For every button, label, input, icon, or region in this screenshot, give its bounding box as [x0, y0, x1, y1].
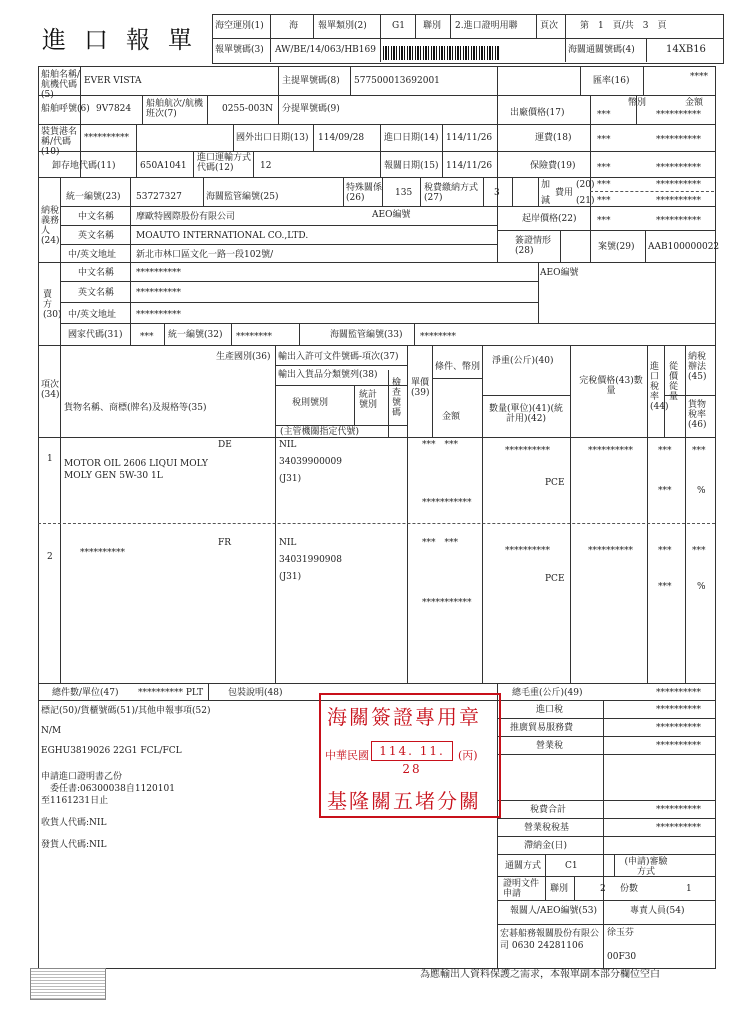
sub-amt: ********** [656, 196, 701, 206]
case-no: AAB100000022 [648, 242, 720, 252]
item-pct: % [697, 582, 706, 592]
total-pkgs: ********** PLT [138, 688, 204, 698]
total-tax-label: 稅費合計 [530, 805, 567, 815]
item-rate1: *** [658, 546, 672, 556]
officer-label: 專責人員(54) [630, 906, 685, 916]
copies: 2 [600, 884, 606, 894]
marks-label: 標記(50)/貨櫃號碼(51)/其他申報事項(52) [41, 706, 211, 716]
clear-label: 通關方式 [505, 861, 542, 871]
business-label: 營業稅 [536, 741, 564, 751]
item-cat: (J31) [279, 474, 302, 484]
item-desc: ********** [80, 548, 125, 558]
officer: 徐玉芬 [607, 928, 635, 938]
special-label: 特殊關係(26) [346, 183, 383, 203]
note-2: 委任書:06300038自1120101 [50, 784, 175, 794]
taxpayer-en-label: 英文名稱 [78, 231, 115, 241]
add-amt: ********** [656, 180, 701, 190]
copy-label: 聯別 [423, 21, 442, 31]
item-tax-code: 34031990908 [279, 555, 342, 565]
excise-header: 貨物稅率(46) [688, 400, 707, 430]
desc-header: 貨物名稱、商標(牌名)及規格等(35) [64, 403, 207, 413]
item-net-weight: ********** [505, 546, 550, 556]
page-number: 第 1 頁/共 3 頁 [580, 21, 667, 31]
taxpayer-cn-name: 摩歐特國際股份有限公司 [136, 212, 236, 222]
case-label: 案號(29) [598, 242, 635, 252]
duty: ********** [656, 705, 701, 715]
unload-label: 卸存地代碼(11) [52, 161, 116, 171]
note-1: 申請進口證明書乙份 [41, 772, 123, 782]
add-label: 加 [541, 180, 551, 190]
item-law: *** [692, 546, 706, 556]
customs-code: 14XB16 [666, 44, 706, 55]
gross-label: 總毛重(公斤)(49) [512, 688, 583, 698]
import-date: 114/11/26 [446, 133, 493, 143]
marks: N/M [41, 726, 62, 736]
vat-label: 營業稅稅基 [524, 823, 570, 833]
promo: ********** [656, 723, 701, 733]
receiver: 收貨人代碼:NIL [41, 818, 107, 828]
cif-cur: *** [597, 216, 611, 226]
taxpayer-cn-label: 中文名稱 [78, 212, 115, 222]
special: 135 [395, 188, 413, 198]
stamp-line-3: 基隆關五堵分關 [327, 789, 481, 813]
trade-type-label: 海空運別(1) [215, 21, 264, 31]
item-no-header: 項次(34) [41, 380, 60, 400]
export-date: 114/09/28 [318, 133, 365, 143]
total-pkgs-label: 總件數/單位(47) [52, 688, 119, 698]
callsign: 9V7824 [96, 104, 132, 114]
item-desc: MOTOR OIL 2606 LIQUI MOLY MOLY GEN 5W-30 1L [64, 459, 208, 481]
sub-no: (21) [576, 196, 595, 206]
seller-uniform-label: 統一編號(32) [168, 330, 223, 340]
seller-cn-label: 中文名稱 [78, 268, 115, 278]
container: EGHU3819026 22G1 FCL/FCL [41, 746, 182, 756]
seller-section-label: 賣方(30) [43, 290, 62, 320]
item-rate1: *** [658, 446, 672, 456]
vat: ********** [656, 823, 701, 833]
item-origin: FR [218, 538, 232, 548]
item-terms: *** *** [422, 440, 459, 450]
inspect-header: 檢查號碼 [392, 378, 402, 418]
stamp-seal: (丙) [458, 749, 478, 762]
callsign-label: 船舶呼號(6) [41, 104, 90, 114]
vessel-name-label: 船舶名稱/航機代碼(5) [41, 70, 81, 100]
net-weight-header: 淨重(公斤)(40) [492, 356, 554, 366]
origin-header: 生產國別(36) [216, 352, 271, 362]
dutiable-header: 完稅價格(43)數量 [579, 376, 643, 396]
country: *** [140, 332, 154, 342]
duty-label: 進口稅 [536, 705, 564, 715]
item-amount: *********** [422, 498, 472, 508]
master-bl-label: 主提單號碼(8) [282, 76, 340, 86]
vessel-name: EVER VISTA [84, 76, 142, 86]
item-unit: PCE [545, 574, 565, 584]
report-date-label: 報關日期(15) [384, 161, 439, 171]
fob-label: 出廠價格(17) [510, 108, 565, 118]
export-date-label: 國外出口日期(13) [236, 133, 309, 143]
doc-label: 證明文件申請 [503, 879, 540, 899]
stamp-line-1: 海關簽證專用章 [327, 705, 481, 729]
customs-code-label: 海關通關號碼(4) [568, 45, 635, 55]
report-date: 114/11/26 [446, 161, 493, 171]
seller-cn-name: ********** [136, 268, 181, 278]
seller-addr: ********** [136, 310, 181, 320]
stamp-date: 114. 11. 28 [371, 741, 453, 761]
seller-supervision: ******** [420, 332, 456, 342]
item-dutiable: ********** [588, 446, 633, 456]
copies-label: 聯別 [550, 884, 569, 894]
gross: ********** [656, 688, 701, 698]
qty: 1 [686, 884, 692, 894]
unload: 650A1041 [140, 161, 187, 171]
taxpayer-uniform-label: 統一編號(23) [66, 192, 121, 202]
note-3: 至1161231日止 [41, 796, 109, 806]
item-net-weight: ********** [505, 446, 550, 456]
item-cat: (J31) [279, 572, 302, 582]
terms-header: 條件、幣別 [435, 362, 481, 372]
apply-label: (申請)審驗方式 [624, 857, 668, 877]
stat-header: 統計號別 [359, 390, 378, 410]
rate-value: **** [690, 72, 708, 82]
seller-supervision-label: 海關監管編號(33) [330, 330, 403, 340]
taxpayer-section-label: 納稅義務人(24) [41, 206, 60, 246]
visa-label: 簽證情形(28) [515, 236, 552, 256]
stamp-prefix: 中華民國 [325, 749, 369, 762]
amount-header: 金額 [442, 412, 461, 422]
freight-amt: ********** [656, 135, 701, 145]
copy-value: 2.進口證明用聯 [455, 21, 518, 31]
cif-amt: ********** [656, 216, 701, 226]
import-tax-header: 進口稅率(44) [650, 362, 669, 412]
voyage: 0255-003N [222, 104, 273, 114]
specific-header: 從價從量 [669, 362, 679, 402]
permit-header: 輸出入許可文件號碼-項次(37) [278, 352, 399, 362]
item-tax-code: 34039900009 [279, 457, 342, 467]
cif-label: 起岸價格(22) [522, 214, 577, 224]
broker-name: 宏碁船務報關股份有限公司 0630 24281106 [500, 929, 600, 951]
goods-class-header: 輸出入貨品分類號列(38) [278, 370, 378, 380]
rate-label: 匯率(16) [593, 76, 630, 86]
qty-header: 數量(單位)(41)(統計用)(42) [488, 404, 563, 424]
port-load-label: 裝貨港名稱/代碼(10) [41, 127, 78, 157]
insurance-label: 保險費(19) [530, 161, 576, 171]
sub-label: 減 [541, 196, 551, 206]
broker-label: 報關人/AEO編號(53) [510, 906, 597, 916]
seller-en-label: 英文名稱 [78, 288, 115, 298]
clear: C1 [565, 861, 578, 871]
import-date-label: 進口日期(14) [384, 133, 439, 143]
barcode [383, 46, 500, 60]
decl-type-label: 報單類別(2) [318, 21, 367, 31]
item-terms: *** *** [422, 538, 459, 548]
add-cur: *** [597, 180, 611, 190]
voyage-label: 船舶航次/航機班次(7) [146, 99, 204, 119]
item-rate2: *** [658, 486, 672, 496]
tax-method: 3 [494, 188, 500, 198]
taxpayer-aeo-label: AEO編號 [372, 210, 411, 220]
port-load: ********** [84, 133, 129, 143]
freight-cur: *** [597, 135, 611, 145]
seller-aeo-label: AEO編號 [540, 268, 579, 278]
taxpayer-uniform: 53727327 [136, 192, 182, 202]
taxpayer-supervision-label: 海關監管編號(25) [206, 192, 279, 202]
item-permit: NIL [279, 538, 297, 548]
item-permit: NIL [279, 440, 297, 450]
currency-label: 幣別 [628, 98, 647, 108]
seller-en-name: ********** [136, 288, 181, 298]
item-no: 2 [47, 552, 53, 562]
item-rate2: *** [658, 582, 672, 592]
decl-no-label: 報單號碼(3) [215, 45, 264, 55]
item-unit: PCE [545, 478, 565, 488]
house-bl-label: 分提單號碼(9) [282, 104, 340, 114]
carrier-label: 進口運輸方式代碼(12) [197, 153, 252, 173]
insurance-amt: ********** [656, 163, 701, 173]
country-label: 國家代碼(31) [68, 330, 123, 340]
total-tax: ********** [656, 805, 701, 815]
adj-label: 費用 [555, 188, 574, 198]
item-amount: *********** [422, 598, 472, 608]
item-origin: DE [218, 440, 232, 450]
fob-amt: ********** [656, 110, 701, 120]
qty-label: 份數 [620, 884, 639, 894]
freight-label: 運費(18) [535, 133, 572, 143]
master-bl: 577500013692001 [354, 76, 440, 86]
officer-code: 00F30 [607, 952, 637, 962]
document-title: 進口報單 [42, 26, 210, 54]
add-no: (20) [576, 180, 595, 190]
item-pct: % [697, 486, 706, 496]
sub-cur: *** [597, 196, 611, 206]
insurance-cur: *** [597, 163, 611, 173]
tax-rule-header: 稅則號別 [292, 398, 329, 408]
customs-code-header: (主管機關指定代號) [280, 427, 360, 437]
fob-cur: *** [597, 110, 611, 120]
taxpayer-addr: 新北市林口區文化一路一段102號/ [136, 250, 274, 260]
decl-no: AW/BE/14/063/HB169 [275, 45, 376, 55]
trade-type: 海 [289, 21, 299, 31]
decl-type: G1 [392, 21, 405, 31]
late-label: 滯納金(日) [524, 841, 568, 851]
customs-stamp [319, 693, 501, 818]
seller-addr-label: 中/英文地址 [68, 310, 117, 320]
unit-price-header: 單價(39) [411, 378, 430, 398]
shipper: 發貨人代碼:NIL [41, 840, 107, 850]
tax-method-label: 稅費繳納方式(27) [424, 183, 479, 203]
item-no: 1 [47, 454, 53, 464]
seller-uniform: ******** [236, 332, 272, 342]
taxpayer-addr-label: 中/英文地址 [68, 250, 117, 260]
item-law: *** [692, 446, 706, 456]
privacy-note: 為應輸出人資料保護之需求，本報單副本部分欄位空白 [420, 969, 660, 980]
business: ********** [656, 741, 701, 751]
promo-label: 推廣貿易服務費 [510, 723, 574, 733]
tax-law-header: 納稅辦法(45) [688, 352, 707, 382]
pkg-desc-label: 包裝說明(48) [228, 688, 283, 698]
page-label: 頁次 [540, 21, 559, 31]
amount-label: 金額 [685, 98, 704, 108]
carrier: 12 [260, 161, 272, 171]
taxpayer-en-name: MOAUTO INTERNATIONAL CO.,LTD. [136, 231, 309, 241]
item-dutiable: ********** [588, 546, 633, 556]
faded-stamp [30, 968, 106, 1000]
